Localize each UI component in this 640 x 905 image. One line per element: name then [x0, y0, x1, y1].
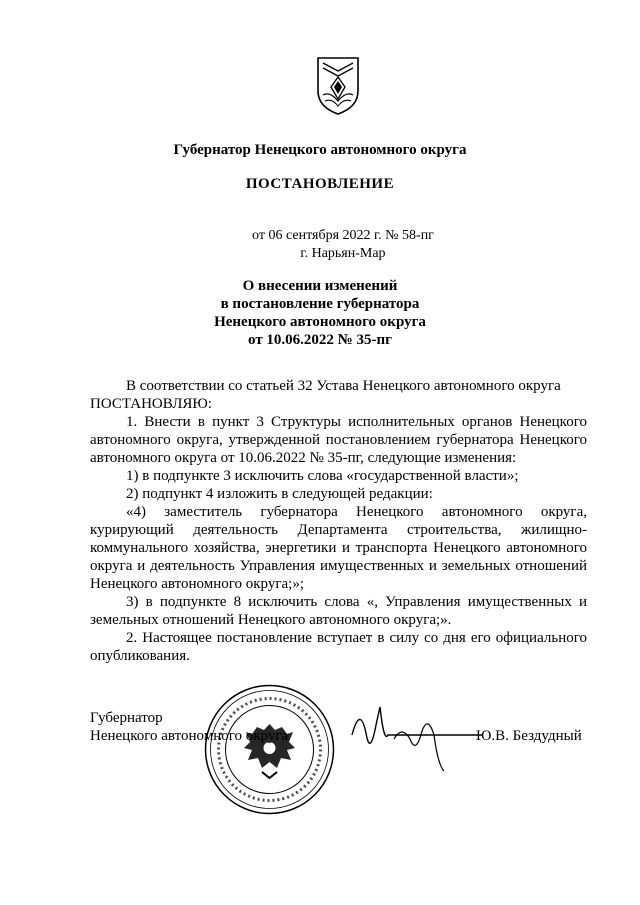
coat-of-arms-emblem [315, 55, 361, 117]
document-type: ПОСТАНОВЛЕНИЕ [245, 176, 395, 192]
body-paragraph: 1. Внести в пункт 3 Структуры исполнительных органов Ненецкого автономного округа, утвержденной постановлением губернатора Ненецкого автономного округа от 10.06.2022 № 35-пг, следующие изменения: [90, 414, 587, 466]
date-number-line: от 06 сентября 2022 г. № 58-пг [252, 228, 434, 243]
subject-line: от 10.06.2022 № 35-пг [248, 332, 392, 348]
document-subject [0, 277, 640, 349]
subject-line: О внесении изменений [242, 278, 398, 294]
body-paragraph: 3) в подпункте 8 исключить слова «, Управления имущественных и земельных отношений Ненецкого автономного округа;». [90, 594, 587, 628]
body-paragraph: 2) подпункт 4 изложить в следующей редакции: [126, 486, 433, 502]
city-line: г. Нарьян-Мар [300, 246, 386, 261]
signatory-position: Ненецкого автономного округа [90, 728, 289, 744]
signatory-name: Ю.В. Бездудный [476, 728, 582, 744]
handwritten-signature [332, 695, 492, 775]
body-paragraph: 2. Настоящее постановление вступает в силу со дня его официального опубликования. [90, 630, 587, 664]
page-title: Губернатор Ненецкого автономного округа [173, 142, 467, 158]
body-paragraph: В соответствии со статьей 32 Устава Ненецкого автономного округа [126, 378, 561, 394]
subject-line: в постановление губернатора [220, 296, 420, 312]
signatory-position: Губернатор [90, 710, 163, 726]
body-paragraph: ПОСТАНОВЛЯЮ: [90, 396, 212, 412]
document-body [90, 377, 587, 665]
body-paragraph: «4) заместитель губернатора Ненецкого автономного округа, курирующий деятельность Департамента строительства, жилищно-коммунального хозяйства, энергетики и транспорта Ненецкого автономного округа и деятельность Управления имущественных и земельных отношений Ненецкого автономного округа;»; [90, 504, 587, 592]
subject-line: Ненецкого автономного округа [214, 314, 426, 330]
official-seal [202, 682, 337, 817]
body-paragraph: 1) в подпункте 3 исключить слова «государственной власти»; [126, 468, 519, 484]
